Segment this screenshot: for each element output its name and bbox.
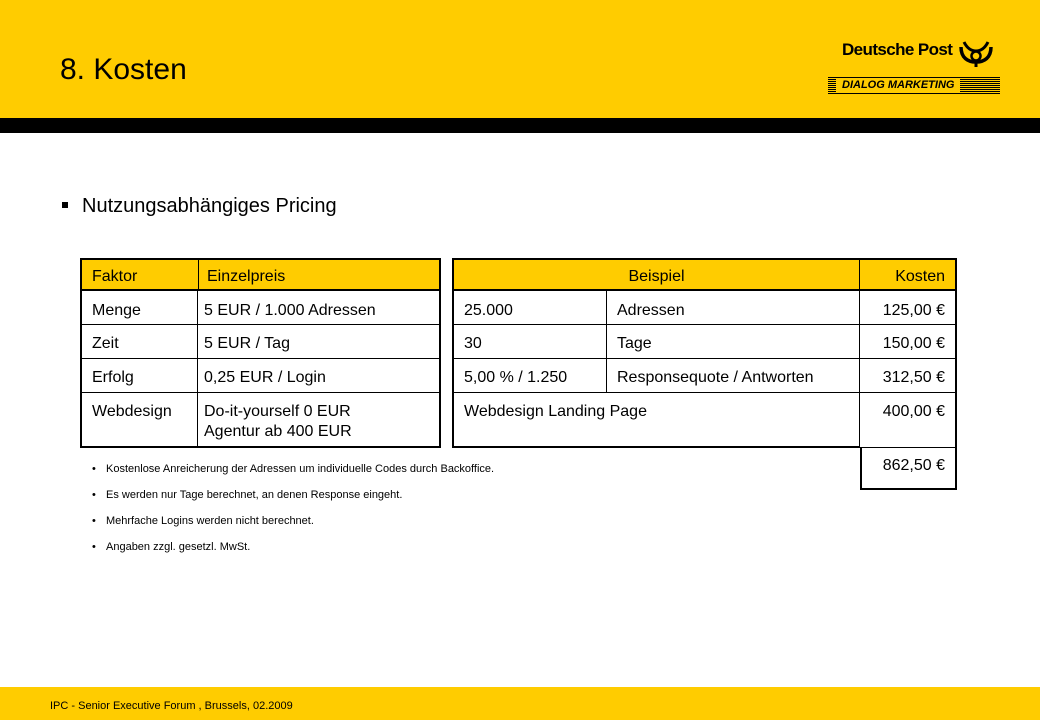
header-rule xyxy=(0,118,1040,133)
note-text: Angaben zzgl. gesetzl. MwSt. xyxy=(106,541,251,553)
pricing-table-header-faktor: Faktor xyxy=(80,258,198,291)
list-item xyxy=(92,540,494,566)
bullet-dot-icon: • xyxy=(92,463,96,475)
list-item xyxy=(92,462,494,488)
pricing-row-factor: Webdesign xyxy=(80,393,198,448)
example-row-cost: 125,00 € xyxy=(860,291,957,325)
price-line: Agentur ab 400 EUR xyxy=(204,423,352,440)
bullet-dot-icon: • xyxy=(92,515,96,527)
notes-list xyxy=(92,462,494,566)
post-horn-icon xyxy=(958,38,994,68)
price-line: Do-it-yourself 0 EUR xyxy=(204,403,351,420)
example-total: 862,50 € xyxy=(860,448,957,490)
note-text: Mehrfache Logins werden nicht berechnet. xyxy=(106,515,314,527)
note-text: Es werden nur Tage berechnet, an denen Response eingeht. xyxy=(106,489,403,501)
example-row-cost: 312,50 € xyxy=(860,359,957,393)
section-heading xyxy=(60,194,337,218)
example-row-unit: Tage xyxy=(607,325,860,359)
square-bullet-icon xyxy=(62,202,68,208)
footer-text: IPC - Senior Executive Forum , Brussels, 02.2009 xyxy=(50,700,293,712)
example-row-amount: 25.000 xyxy=(452,291,607,325)
pricing-row-price: 5 EUR / 1.000 Adressen xyxy=(198,291,441,325)
logo-name: Deutsche Post xyxy=(842,40,953,59)
list-item xyxy=(92,514,494,540)
example-row-amount: 30 xyxy=(452,325,607,359)
logo-tagline: DIALOG MARKETING xyxy=(836,78,960,93)
bullet-dot-icon: • xyxy=(92,541,96,553)
pricing-row-factor: Erfolg xyxy=(80,359,198,393)
pricing-row-price: 0,25 EUR / Login xyxy=(198,359,441,393)
bullet-dot-icon: • xyxy=(92,489,96,501)
example-row-unit: Responsequote / Antworten xyxy=(607,359,860,393)
pricing-row-price: 5 EUR / Tag xyxy=(198,325,441,359)
pricing-row-price-multiline xyxy=(198,393,441,448)
example-table-header-beispiel: Beispiel xyxy=(452,258,860,291)
pricing-table-header-einzelpreis: Einzelpreis xyxy=(198,258,441,291)
note-text: Kostenlose Anreicherung der Adressen um individuelle Codes durch Backoffice. xyxy=(106,463,495,475)
example-row-label: Webdesign Landing Page xyxy=(452,393,860,448)
example-table-header-kosten: Kosten xyxy=(860,258,957,291)
logo-striped-bar xyxy=(828,77,1000,94)
page-title: 8. Kosten xyxy=(60,53,187,86)
example-row-amount: 5,00 % / 1.250 xyxy=(452,359,607,393)
pricing-row-factor: Menge xyxy=(80,291,198,325)
deutsche-post-logo xyxy=(828,38,1000,96)
list-item xyxy=(92,488,494,514)
example-row-cost: 150,00 € xyxy=(860,325,957,359)
example-row-unit: Adressen xyxy=(607,291,860,325)
example-row-cost: 400,00 € xyxy=(860,393,957,448)
section-heading-text: Nutzungsabhängiges Pricing xyxy=(82,195,337,217)
pricing-row-factor: Zeit xyxy=(80,325,198,359)
